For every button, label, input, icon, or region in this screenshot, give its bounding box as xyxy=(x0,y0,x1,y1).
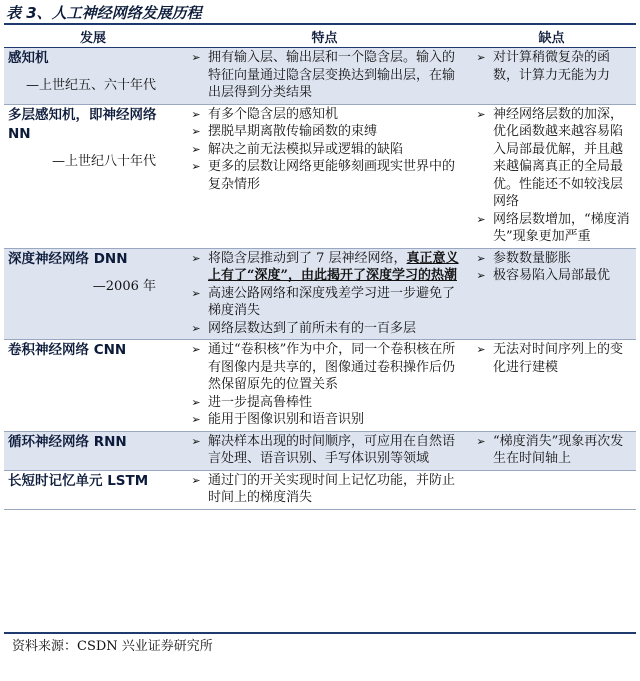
development-name: 深度神经网络 DNN xyxy=(8,250,128,267)
arrow-bullet-icon: ➢ xyxy=(476,212,486,226)
feature-item xyxy=(186,433,463,468)
feature-text: 将隐含层推动到了 7 层神经网络， xyxy=(208,250,407,266)
drawback-item xyxy=(471,211,632,246)
drawback-item xyxy=(471,49,632,84)
development-cell xyxy=(4,340,182,432)
drawbacks-list xyxy=(471,106,632,246)
feature-item xyxy=(186,106,463,124)
table-row xyxy=(4,248,636,340)
drawback-item xyxy=(471,341,632,376)
feature-text: 更多的层数让网络更能够刻画现实世界中的复杂情形 xyxy=(208,159,456,192)
arrow-bullet-icon: ➢ xyxy=(476,434,486,448)
feature-item xyxy=(186,123,463,141)
feature-item xyxy=(186,49,463,102)
development-era: —上世纪五、六十年代 xyxy=(25,78,156,93)
feature-text: 拥有输入层、输出层和一个隐含层。输入的特征向量通过隐含层变换达到输出层，在输出层得到分类结果 xyxy=(208,50,456,100)
drawbacks-cell xyxy=(467,104,636,248)
header-row xyxy=(4,25,636,48)
drawback-item xyxy=(471,433,632,468)
features-cell xyxy=(182,431,467,470)
arrow-bullet-icon: ➢ xyxy=(191,343,201,356)
feature-item xyxy=(186,141,463,159)
features-list xyxy=(186,250,463,338)
drawback-text: 对计算稍微复杂的函数，计算力无能为力 xyxy=(493,50,611,83)
feature-text: 能用于图像识别和语音识别 xyxy=(208,412,365,427)
development-era: —上世纪八十年代 xyxy=(51,153,156,169)
feature-item xyxy=(186,158,463,193)
development-cell xyxy=(4,248,182,340)
arrow-bullet-icon: ➢ xyxy=(476,343,486,356)
features-list xyxy=(186,106,463,194)
features-list xyxy=(186,341,463,429)
drawback-text: 神经网络层数的加深，优化函数越来越容易陷入局部最优解，并且越来越偏离真正的全局最优。性能还不如较浅层网络 xyxy=(493,106,624,209)
arrow-bullet-icon: ➢ xyxy=(191,251,201,265)
table-row xyxy=(4,431,636,470)
feature-text: 网络层数达到了前所未有的一百多层 xyxy=(208,320,417,336)
arrow-bullet-icon: ➢ xyxy=(191,395,201,409)
drawback-text: 网络层数增加，“梯度消失”现象更加严重 xyxy=(493,211,630,244)
development-name: 感知机 xyxy=(8,50,49,66)
arrow-bullet-icon: ➢ xyxy=(191,321,201,335)
features-cell xyxy=(182,340,467,432)
arrow-bullet-icon: ➢ xyxy=(191,142,201,156)
feature-item xyxy=(186,411,463,429)
feature-item xyxy=(186,285,463,320)
features-cell xyxy=(182,104,467,248)
drawback-text: 无法对时间序列上的变化进行建模 xyxy=(493,342,624,375)
table-body xyxy=(4,48,636,510)
feature-text: 进一步提高鲁棒性 xyxy=(208,394,313,410)
features-cell xyxy=(182,48,467,105)
drawback-item xyxy=(471,106,632,211)
table-row xyxy=(4,104,636,248)
drawbacks-list xyxy=(471,49,632,84)
development-name: 多层感知机，即神经网络 NN xyxy=(8,106,157,142)
header-features: 特点 xyxy=(182,25,467,48)
development-name: 卷积神经网络 CNN xyxy=(8,342,127,358)
drawbacks-cell xyxy=(467,48,636,105)
drawbacks-cell xyxy=(467,248,636,340)
drawback-text: 参数数量膨胀 xyxy=(493,250,572,266)
arrow-bullet-icon: ➢ xyxy=(476,51,486,64)
arrow-bullet-icon: ➢ xyxy=(191,107,201,121)
source-note: 资料来源：CSDN 兴业证券研究所 xyxy=(12,639,213,654)
arrow-bullet-icon: ➢ xyxy=(191,413,201,426)
development-table xyxy=(4,25,636,510)
feature-item xyxy=(186,472,463,507)
drawback-text: “梯度消失”现象再次发生在时间轴上 xyxy=(493,433,624,466)
arrow-bullet-icon: ➢ xyxy=(476,107,486,121)
development-era: —2006 年 xyxy=(92,278,156,294)
feature-emphasis-text: 真正意义上有了“深度”，由此揭开了深度学习的热潮 xyxy=(208,250,459,283)
drawbacks-cell xyxy=(467,470,636,509)
table-row xyxy=(4,48,636,105)
features-cell xyxy=(182,248,467,340)
drawback-text: 极容易陷入局部最优 xyxy=(493,268,611,283)
feature-text: 高速公路网络和深度残差学习进一步避免了梯度消失 xyxy=(208,285,456,318)
drawback-item xyxy=(471,250,632,268)
development-cell xyxy=(4,104,182,248)
features-list xyxy=(186,472,463,507)
features-list xyxy=(186,433,463,468)
arrow-bullet-icon: ➢ xyxy=(476,251,486,265)
development-cell xyxy=(4,431,182,470)
feature-text: 通过“卷积核”作为中介，同一个卷积核在所有图像内是共享的，图像通过卷积操作后仍然保留原先的位置关系 xyxy=(208,342,456,392)
arrow-bullet-icon: ➢ xyxy=(191,51,201,64)
table-row xyxy=(4,470,636,509)
table-title: 表 3、人工神经网络发展历程 xyxy=(6,4,202,22)
development-cell xyxy=(4,470,182,509)
development-cell xyxy=(4,48,182,105)
arrow-bullet-icon: ➢ xyxy=(191,473,201,487)
drawbacks-cell xyxy=(467,431,636,470)
drawbacks-list xyxy=(471,433,632,468)
table-row xyxy=(4,340,636,432)
features-cell xyxy=(182,470,467,509)
drawbacks-cell xyxy=(467,340,636,432)
development-name: 循环神经网络 RNN xyxy=(8,433,127,450)
feature-text: 通过门的开关实现时间上记忆功能，并防止时间上的梯度消失 xyxy=(208,472,456,505)
arrow-bullet-icon: ➢ xyxy=(191,434,201,448)
development-name: 长短时记忆单元 LSTM xyxy=(8,472,149,489)
arrow-bullet-icon: ➢ xyxy=(476,269,486,282)
bottom-rule xyxy=(4,632,636,634)
header-drawbacks: 缺点 xyxy=(467,25,636,48)
arrow-bullet-icon: ➢ xyxy=(191,286,201,300)
feature-item xyxy=(186,341,463,394)
features-list xyxy=(186,49,463,102)
arrow-bullet-icon: ➢ xyxy=(191,160,201,173)
feature-item xyxy=(186,320,463,338)
header-development: 发展 xyxy=(4,25,182,48)
arrow-bullet-icon: ➢ xyxy=(191,125,201,138)
feature-text: 解决之前无法模拟异或逻辑的缺陷 xyxy=(208,141,404,157)
feature-text: 摆脱早期离散传输函数的束缚 xyxy=(208,124,378,139)
drawbacks-list xyxy=(471,250,632,285)
drawbacks-list xyxy=(471,341,632,376)
drawback-item xyxy=(471,267,632,285)
feature-item xyxy=(186,394,463,412)
feature-item xyxy=(186,250,463,285)
feature-text: 有多个隐含层的感知机 xyxy=(208,106,339,122)
feature-text: 解决样本出现的时间顺序，可应用在自然语言处理、语音识别、手写体识别等领域 xyxy=(208,433,456,466)
